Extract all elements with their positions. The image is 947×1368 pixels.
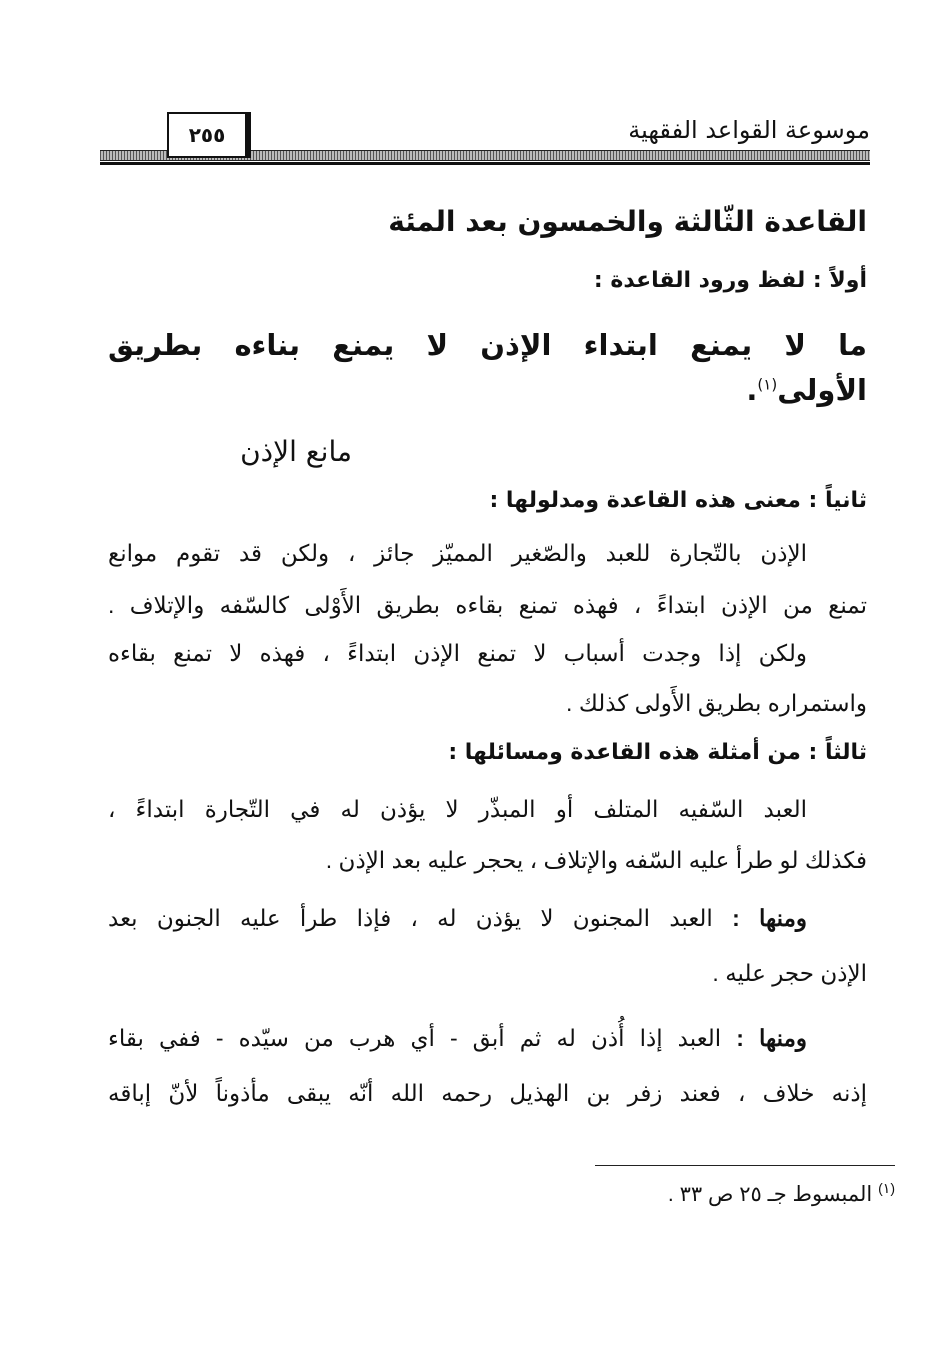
rule-text-line-1: ما لا يمنع ابتداء الإذن لا يمنع بناءه بطريق xyxy=(108,328,867,362)
example-1-line-2: فكذلك لو طرأ عليه السّفه والإتلاف ، يحجر عليه بعد الإذن . xyxy=(325,847,867,873)
rule-text-end-word: الأولى xyxy=(777,373,867,407)
meaning-line-2: تمنع من الإذن ابتداءً ، فهذه تمنع بقاءه بطريق الأَوْلى كالسّفه والإتلاف . xyxy=(108,592,867,618)
section-heading-examples: ثالثاً : من أمثلة هذه القاعدة ومسائلها : xyxy=(448,740,867,765)
footnote-marker: (١) xyxy=(878,1180,895,1196)
meaning-line-1: الإذن بالتّجارة للعبد والصّغير المميّز جائز ، ولكن قد تقوم موانع xyxy=(108,540,807,566)
header-rule-bottom xyxy=(100,162,870,165)
footnote-divider xyxy=(595,1165,895,1166)
example-3-line-2: إذنه خلاف ، فعند زفر بن الهذيل رحمه الله أنّه يبقى مأذوناً لأنّ إباقه xyxy=(108,1080,868,1106)
meaning-line-4: واستمراره بطريق الأَولى كذلك . xyxy=(566,690,867,716)
rule-title: القاعدة الثّالثة والخمسون بعد المئة xyxy=(388,205,867,238)
page-number: ٢٥٥ xyxy=(167,112,251,158)
example-2-text: العبد المجنون لا يؤذن له ، فإذا طرأ عليه الجنون بعد xyxy=(108,905,713,931)
example-3-line-1 xyxy=(108,1025,807,1052)
running-header-title: موسوعة القواعد الفقهية xyxy=(628,116,870,144)
page-header xyxy=(100,110,870,170)
example-1-line-1: العبد السّفيه المتلف أو المبذّر لا يؤذن له في التّجارة ابتداءً ، xyxy=(108,796,807,822)
meaning-line-3: ولكن إذا وجدت أسباب لا تمنع الإذن ابتداءً ، فهذه لا تمنع بقاءه xyxy=(108,640,807,666)
footnote-reference-marker: (١) xyxy=(757,375,778,394)
example-label: ومنها : xyxy=(736,1025,808,1051)
example-2-line-2: الإذن حجر عليه . xyxy=(712,960,867,986)
example-label: ومنها : xyxy=(732,905,807,931)
footnote xyxy=(668,1180,895,1207)
section-heading-wording: أولاً : لفظ ورود القاعدة : xyxy=(593,268,867,293)
section-heading-meaning: ثانياً : معنى هذه القاعدة ومدلولها : xyxy=(489,488,867,513)
footnote-text: المبسوط جـ ٢٥ ص ٣٣ . xyxy=(667,1183,873,1206)
handwritten-annotation: مانع الإذن xyxy=(240,435,352,468)
rule-text-line-2 xyxy=(746,373,867,407)
rule-text-period: . xyxy=(746,373,758,407)
example-2-line-1 xyxy=(108,905,807,932)
example-3-text: العبد إذا أُذن له ثم أبق - أي هرب من سيّده - ففي بقاء xyxy=(108,1025,722,1051)
